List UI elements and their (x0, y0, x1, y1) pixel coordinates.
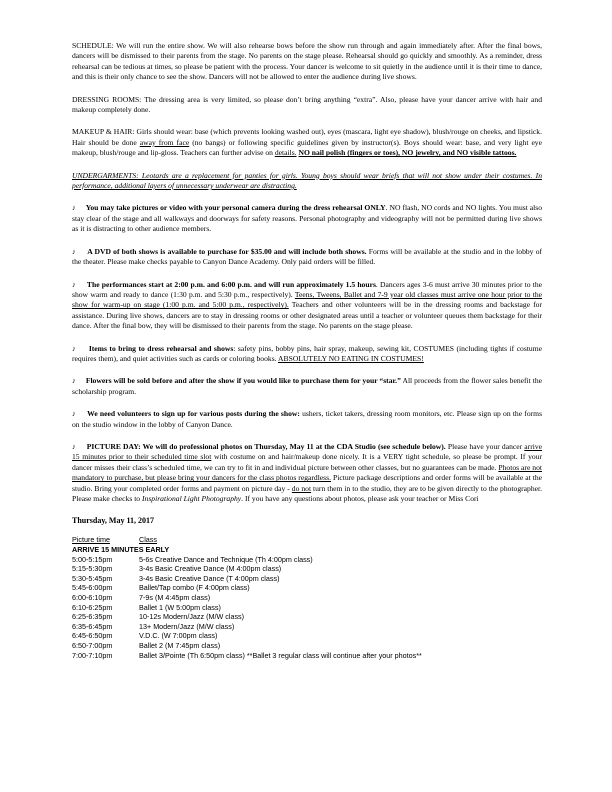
schedule-class: 3-4s Basic Creative Dance (T 4:00pm class) (139, 573, 280, 583)
music-note-icon: ♪ (72, 203, 76, 213)
schedule-time: 5:30-5:45pm (72, 573, 113, 583)
flowers-paragraph: ♪ Flowers will be sold before and after the show if you would like to purchase them for your “star.” All proceeds from the flower sales benefit the scholarship program. (72, 376, 543, 396)
volunteers-paragraph: ♪ We need volunteers to sign up for various posts during the show: ushers, ticket takers, dressing room monitors, etc. Please sign up on the forms on the studio window in the lobby of Canyon Dance. (72, 409, 543, 429)
schedule-time: 6:35-6:45pm (72, 621, 113, 631)
schedule-class: 10-12s Modern/Jazz (M/W class) (139, 612, 245, 622)
dvd-paragraph: ♪ A DVD of both shows is available to purchase for $35.00 and will include both shows. Forms will be available at the studio and in the lobby of the theater. Please make checks payable to Canyon Dance Academy. Only paid orders will be filled. (72, 246, 543, 267)
schedule-row (72, 603, 542, 613)
schedule-row (72, 564, 542, 574)
schedule-time: 5:15-5:30pm (72, 564, 113, 574)
schedule-time: 7:00-7:10pm (72, 650, 113, 660)
schedule-class: 5-6s Creative Dance and Technique (Th 4:00pm class) (139, 554, 313, 564)
music-note-icon: ♪ (72, 409, 77, 419)
schedule-row (72, 622, 542, 632)
schedule-row (72, 593, 542, 603)
music-note-icon: ♪ (72, 441, 77, 451)
picture-day-paragraph: ♪ PICTURE DAY: We will do professional photos on Thursday, May 11 at the CDA Studio (see schedule below). Please have your dancer arrive 15 minutes prior to their scheduled time slot with costume on and hair/makeup done nicely. It is a VERY tight schedule, so please be prompt. If your dancer misses their class’s scheduled time, we can try to fit in and individual picture between other classes, but no guarantees can be made. Photos are not mandatory to purchase, but please bring your dancers for the class photos regardless. Picture package descriptions and order forms will be available at the studio. Bring your completed order forms and payment on picture day - do not turn them in to the studio, they are to be given directly to the photographer. Please make checks to Inspirational Light Photography. If you have any questions about photos, please ask your teacher or Miss Cori (72, 441, 543, 503)
schedule-time: 6:25-6:35pm (72, 612, 113, 622)
schedule-class: Ballet 1 (W 5:00pm class) (139, 602, 221, 612)
pictures-paragraph: ♪ You may take pictures or video with your personal camera during the dress rehearsal ONLY. NO flash, NO cords and NO lights. You must also stay clear of the stage and all walkways and doorways for safety reasons. Personal photography and videography will not be permitted during live shows as it is distracting to other audience members. (72, 203, 543, 234)
schedule-time: 6:10-6:25pm (72, 602, 113, 612)
schedule-paragraph: SCHEDULE: We will run the entire show. We will also rehearse bows before the show run through and again immediately after. After the final bows, dancers will be dismissed to their parents from the stage. No parents on the stage please. Rehearsal should go quickly and smoothly. As a reminder, dress rehearsal can be tedious at times, so please be patient with the process. Your dancer is welcome to sit quietly in the audience until it is their time to dance, and this is their only chance to see the show. Dancers will not be allowed to enter the audience during live shows. (72, 41, 542, 82)
schedule-row (72, 583, 542, 593)
document-page (72, 41, 542, 660)
schedule-class: Ballet/Tap combo (F 4:00pm class) (139, 583, 250, 593)
undergarments-paragraph: UNDERGARMENTS: Leotards are a replacement for panties for girls. Young boys should wear briefs that will not show under their costumes. In performance, additional layers of unnecessary underwear are distracting. (72, 170, 542, 191)
schedule-row (72, 651, 542, 661)
arrive-early-note: ARRIVE 15 MINUTES EARLY (72, 545, 170, 554)
music-note-icon: ♪ (72, 246, 77, 256)
schedule-class: Ballet 2 (M 7:45pm class) (139, 640, 221, 650)
schedule-class: V.D.C. (W 7:00pm class) (139, 631, 218, 641)
schedule-time: 6:00-6:10pm (72, 592, 113, 602)
picture-time-header: Picture time (72, 535, 110, 545)
performances-paragraph: ♪ The performances start at 2:00 p.m. and 6:00 p.m. and will run approximately 1.5 hours. Dancers ages 3-6 must arrive 30 minutes prior to the show warm and ready to dance (1:30 p.m. and 5:30 p.m., respectively). Teens, Tweens, Ballet and 7-9 year old classes must arrive one hour prior to the show for warm-up on stage (1:00 p.m. and 5:00 p.m., respectively). Teachers and other volunteers will be in the dressing rooms and backstage for assistance. During live shows, dancers are to stay in dressing rooms or other designated areas until a teacher or volunteer queues them backstage for their dance. After the final bow, they will be dismissed to their parents from the stage. No parents on the stage please. (72, 279, 543, 331)
schedule-row (72, 574, 542, 584)
schedule-row (72, 641, 542, 651)
schedule-row (72, 612, 542, 622)
schedule-class: 13+ Modern/Jazz (M/W class) (139, 621, 235, 631)
schedule-class: 7-9s (M 4:45pm class) (139, 592, 211, 602)
schedule-row (72, 631, 542, 641)
schedule-header-row (72, 535, 542, 545)
music-note-icon: ♪ (72, 343, 77, 353)
schedule-class: Ballet 3/Pointe (Th 6:50pm class) **Ballet 3 regular class will continue after your photos** (139, 650, 422, 660)
schedule-time: 5:00-5:15pm (72, 554, 113, 564)
schedule-class: 3-4s Basic Creative Dance (M 4:00pm class) (139, 564, 282, 574)
schedule-time: 6:45-6:50pm (72, 631, 113, 641)
schedule-row (72, 555, 542, 565)
picture-schedule (72, 535, 542, 660)
music-note-icon: ♪ (72, 279, 77, 289)
schedule-time: 6:50-7:00pm (72, 640, 113, 650)
dressing-rooms-paragraph: DRESSING ROOMS: The dressing area is very limited, so please don’t bring anything “extra”. Also, please have your dancer arrive with hair and makeup completely done. (72, 94, 542, 115)
music-note-icon: ♪ (72, 376, 76, 386)
makeup-hair-paragraph: MAKEUP & HAIR: Girls should wear: base (which prevents looking washed out), eyes (mascara, light eye shadow), blush/rouge on cheeks, and lipstick. Hair should be done away from face (no bangs) or following specific guidelines given by instructor(s). Boys should wear: base, and very light eye makeup, blush/rouge and lip-gloss. Teachers can further advise on details. NO nail polish (fingers or toes), NO jewelry, and NO visible tattoos. (72, 127, 542, 158)
schedule-title: Thursday, May 11, 2017 (72, 516, 155, 526)
items-paragraph: ♪ Items to bring to dress rehearsal and shows: safety pins, bobby pins, hair spray, makeup, sewing kit, COSTUMES (including tights if costume requires them), and quiet activities such as cards or coloring books. ABSOLUTELY NO EATING IN COSTUMES! (72, 343, 542, 363)
schedule-time: 5:45-6:00pm (72, 583, 113, 593)
class-header: Class (139, 535, 157, 545)
